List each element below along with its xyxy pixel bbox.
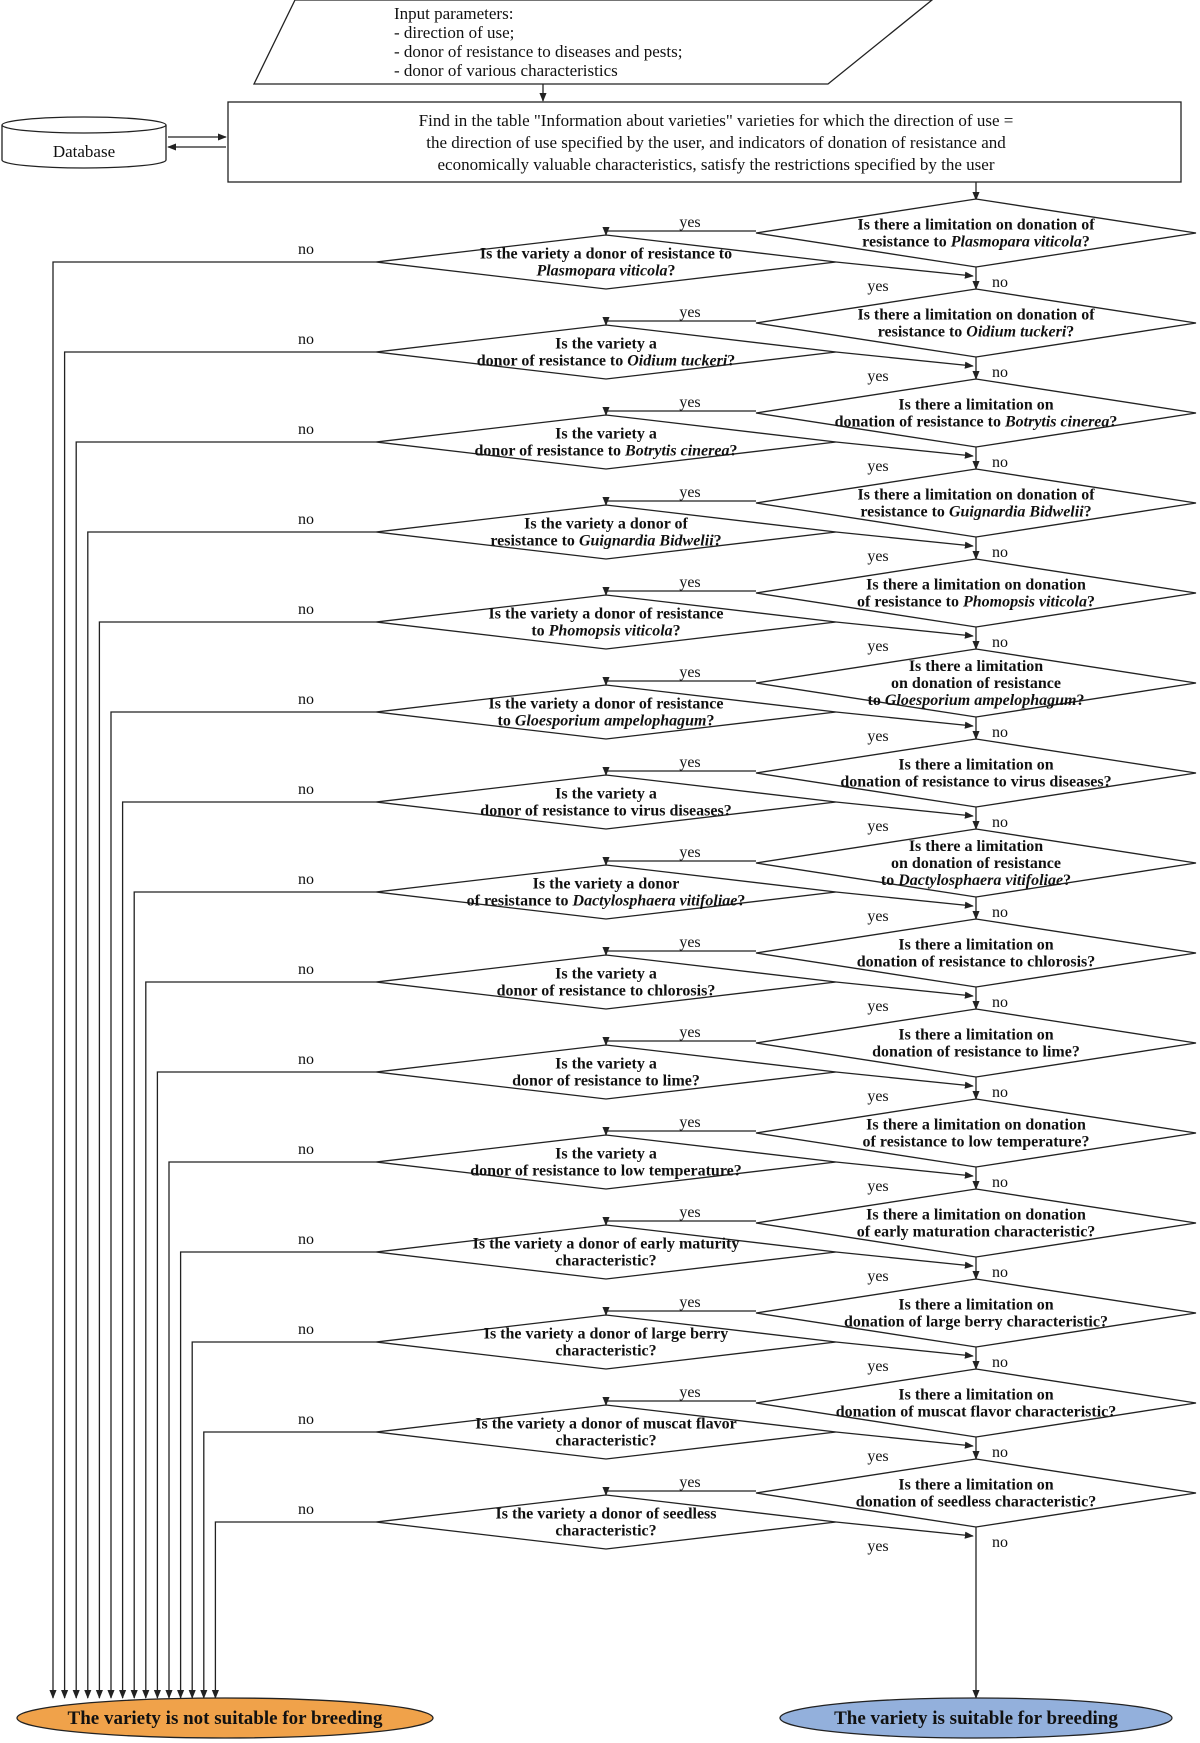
donor-decision <box>376 1135 836 1189</box>
no-label: no <box>298 1231 314 1248</box>
yes-connector <box>606 1491 756 1495</box>
no-label: no <box>298 1411 314 1428</box>
find-line-1: Find in the table "Information about varieties" varieties for which the direction of use = <box>418 111 1014 130</box>
question-text: Is there a limitation on <box>898 396 1054 414</box>
limit-decision <box>756 1459 1196 1527</box>
question-text: Plasmopara viticola? <box>536 262 676 280</box>
no-label: no <box>992 274 1008 291</box>
yes-label: yes <box>679 574 701 591</box>
limit-decision <box>756 1279 1196 1347</box>
question-text: Is there a limitation on <box>898 1026 1054 1044</box>
donor-decision <box>376 505 836 559</box>
yes-label: yes <box>679 1294 701 1311</box>
donor-yes-connector <box>836 262 973 276</box>
donor-yes-connector <box>836 892 973 906</box>
donor-yes-connector <box>836 1522 973 1536</box>
question-text: Is the variety a <box>555 785 657 803</box>
question-text: donor of resistance to Oidium tuckeri? <box>476 352 736 370</box>
question-text: Is the variety a <box>555 335 657 353</box>
donor-decision <box>376 1315 836 1369</box>
question-text: to Dactylosphaera vitifoliae? <box>880 872 1072 889</box>
yes-label: yes <box>679 664 701 681</box>
donor-yes-connector <box>836 1162 973 1176</box>
donor-yes-connector <box>836 532 973 546</box>
input-parameters <box>254 0 932 84</box>
donor-decision <box>376 325 836 379</box>
donor-yes-connector <box>836 982 973 996</box>
donor-decision <box>376 775 836 829</box>
yes-label: yes <box>867 998 889 1015</box>
decision-checks <box>53 199 1196 1698</box>
limit-decision <box>756 1009 1196 1077</box>
no-label: no <box>992 364 1008 381</box>
yes-label: yes <box>867 368 889 385</box>
yes-label: yes <box>867 908 889 925</box>
donor-yes-connector <box>836 1072 973 1086</box>
input-line-4: - donor of various characteristics <box>394 61 618 80</box>
question-text: Is there a limitation on <box>898 756 1054 774</box>
no-trunk <box>134 892 376 1698</box>
donor-decision <box>376 1045 836 1099</box>
no-label: no <box>992 454 1008 471</box>
donor-decision <box>376 955 836 1009</box>
question-text: on donation of resistance <box>891 675 1061 692</box>
question-text: to Phomopsis viticola? <box>531 622 681 640</box>
limit-decision <box>756 559 1196 627</box>
question-text: Is there a limitation <box>908 838 1044 855</box>
yes-connector <box>606 1401 756 1405</box>
question-text: donor of resistance to lime? <box>512 1072 700 1090</box>
yes-connector <box>606 231 756 235</box>
question-text: Is the variety a donor <box>532 875 680 893</box>
no-trunk <box>76 442 376 1698</box>
question-text: donation of resistance to lime? <box>872 1043 1080 1061</box>
limit-decision <box>756 829 1196 897</box>
question-text: Is the variety a donor of muscat flavor <box>475 1415 737 1433</box>
no-label: no <box>992 634 1008 651</box>
donor-decision <box>376 235 836 289</box>
question-text: Is the variety a <box>555 1145 657 1163</box>
donor-decision <box>376 415 836 469</box>
question-text: Is there a limitation on donation <box>866 576 1086 594</box>
no-trunk <box>111 712 376 1698</box>
not-suitable-label: The variety is not suitable for breeding <box>67 1708 383 1729</box>
yes-label: yes <box>679 214 701 231</box>
question-text: of resistance to Dactylosphaera vitifoliae? <box>466 892 746 910</box>
yes-label: yes <box>867 638 889 655</box>
question-text: characteristic? <box>555 1342 657 1360</box>
no-label: no <box>298 331 314 348</box>
question-text: Is the variety a donor of large berry <box>483 1325 729 1343</box>
no-trunk <box>181 1252 376 1698</box>
input-line-2: - direction of use; <box>394 23 515 42</box>
limit-decision <box>756 649 1196 717</box>
question-text: donation of resistance to Botrytis cinerea? <box>834 413 1118 431</box>
limit-decision <box>756 919 1196 987</box>
limit-decision <box>756 469 1196 537</box>
question-text: Is the variety a donor of early maturity <box>472 1235 740 1253</box>
input-line-1: Input parameters: <box>394 4 514 23</box>
no-label: no <box>992 1444 1008 1461</box>
question-text: resistance to Guignardia Bidwelii? <box>490 532 722 550</box>
find-line-3: economically valuable characteristics, satisfy the restrictions specified by the user <box>437 155 995 174</box>
question-text: Is there a limitation on <box>898 936 1054 954</box>
question-text: Is there a limitation on donation of <box>857 216 1095 234</box>
suitable-label: The variety is suitable for breeding <box>834 1708 1118 1729</box>
yes-label: yes <box>867 728 889 745</box>
donor-decision <box>376 685 836 739</box>
question-text: Is there a limitation on donation <box>866 1116 1086 1134</box>
no-trunk <box>215 1522 376 1698</box>
yes-connector <box>606 1131 756 1135</box>
no-trunk <box>204 1432 376 1698</box>
yes-connector <box>606 861 756 865</box>
no-label: no <box>298 691 314 708</box>
yes-label: yes <box>679 1384 701 1401</box>
no-label: no <box>298 781 314 798</box>
yes-label: yes <box>867 818 889 835</box>
donor-yes-connector <box>836 712 973 726</box>
terminal-suitable <box>780 1698 1172 1738</box>
database <box>2 117 166 168</box>
no-trunk <box>157 1072 376 1698</box>
donor-decision <box>376 1405 836 1459</box>
yes-label: yes <box>867 1088 889 1105</box>
donor-decision <box>376 595 836 649</box>
database-label: Database <box>52 142 116 161</box>
no-trunk <box>123 802 376 1698</box>
no-label: no <box>992 904 1008 921</box>
question-text: Is there a limitation on <box>898 1476 1054 1494</box>
yes-connector <box>606 681 756 685</box>
yes-label: yes <box>679 304 701 321</box>
no-label: no <box>298 871 314 888</box>
limit-decision <box>756 1369 1196 1437</box>
no-label: no <box>298 241 314 258</box>
question-text: Is the variety a donor of resistance to <box>479 245 733 263</box>
question-text: resistance to Guignardia Bidwelii? <box>860 503 1092 521</box>
question-text: donation of muscat flavor characteristic? <box>835 1403 1117 1421</box>
no-label: no <box>992 544 1008 561</box>
limit-decision <box>756 1099 1196 1167</box>
no-label: no <box>298 1321 314 1338</box>
question-text: donation of resistance to chlorosis? <box>856 953 1096 971</box>
yes-label: yes <box>867 1268 889 1285</box>
yes-label: yes <box>679 394 701 411</box>
question-text: Is the variety a <box>555 965 657 983</box>
donor-yes-connector <box>836 622 973 636</box>
question-text: of early maturation characteristic? <box>856 1223 1096 1241</box>
no-trunk <box>169 1162 376 1698</box>
yes-connector <box>606 411 756 415</box>
question-text: of resistance to low temperature? <box>862 1133 1090 1151</box>
limit-decision <box>756 289 1196 357</box>
question-text: Is there a limitation on donation of <box>857 486 1095 504</box>
no-label: no <box>992 1354 1008 1371</box>
question-text: donation of seedless characteristic? <box>855 1493 1097 1511</box>
donor-decision <box>376 1495 836 1549</box>
yes-label: yes <box>679 1024 701 1041</box>
limit-decision <box>756 379 1196 447</box>
no-label: no <box>992 724 1008 741</box>
no-label: no <box>992 1174 1008 1191</box>
yes-label: yes <box>679 844 701 861</box>
question-text: resistance to Oidium tuckeri? <box>877 323 1075 341</box>
question-text: to Gloesporium ampelophagum? <box>867 692 1085 709</box>
find-process <box>228 102 1181 182</box>
find-line-2: the direction of use specified by the user, and indicators of donation of resistance and <box>426 133 1006 152</box>
question-text: donor of resistance to low temperature? <box>470 1162 742 1180</box>
yes-connector <box>606 1221 756 1225</box>
donor-yes-connector <box>836 442 973 456</box>
no-label: no <box>992 1084 1008 1101</box>
yes-connector <box>606 1311 756 1315</box>
no-label: no <box>298 601 314 618</box>
yes-connector <box>606 501 756 505</box>
yes-label: yes <box>679 1474 701 1491</box>
no-trunk <box>192 1342 376 1698</box>
question-text: Is there a limitation on <box>898 1296 1054 1314</box>
yes-label: yes <box>867 1178 889 1195</box>
no-label: no <box>992 814 1008 831</box>
donor-yes-connector <box>836 1252 973 1266</box>
no-label: no <box>298 421 314 438</box>
terminal-not-suitable <box>17 1698 433 1738</box>
question-text: donor of resistance to chlorosis? <box>496 982 716 1000</box>
no-label: no <box>298 511 314 528</box>
donor-yes-connector <box>836 802 973 816</box>
question-text: characteristic? <box>555 1252 657 1270</box>
question-text: donation of large berry characteristic? <box>844 1313 1108 1331</box>
limit-decision <box>756 199 1196 267</box>
yes-label: yes <box>867 458 889 475</box>
yes-connector <box>606 951 756 955</box>
yes-label: yes <box>867 278 889 295</box>
donor-yes-connector <box>836 352 973 366</box>
donor-yes-connector <box>836 1342 973 1356</box>
yes-connector <box>606 771 756 775</box>
question-text: Is there a limitation on donation <box>866 1206 1086 1224</box>
no-trunk <box>53 262 376 1698</box>
question-text: donor of resistance to Botrytis cinerea? <box>474 442 738 460</box>
question-text: Is the variety a donor of resistance <box>488 695 724 713</box>
no-label: no <box>992 1264 1008 1281</box>
yes-label: yes <box>679 934 701 951</box>
yes-label: yes <box>679 1204 701 1221</box>
limit-decision <box>756 1189 1196 1257</box>
no-label: no <box>298 1141 314 1158</box>
yes-connector <box>606 1041 756 1045</box>
no-label: no <box>298 1501 314 1518</box>
yes-connector <box>606 591 756 595</box>
donor-decision <box>376 1225 836 1279</box>
question-text: to Gloesporium ampelophagum? <box>497 712 715 730</box>
question-text: Is the variety a donor of seedless <box>495 1505 717 1523</box>
question-text: Is the variety a <box>555 425 657 443</box>
question-text: Is there a limitation on <box>898 1386 1054 1404</box>
no-trunk <box>88 532 376 1698</box>
yes-label: yes <box>679 1114 701 1131</box>
question-text: donor of resistance to virus diseases? <box>480 802 732 820</box>
question-text: Is there a limitation on donation of <box>857 306 1095 324</box>
input-line-3: - donor of resistance to diseases and pests; <box>394 42 683 61</box>
donor-decision <box>376 865 836 919</box>
question-text: Is there a limitation <box>908 658 1044 675</box>
donor-yes-connector <box>836 1432 973 1446</box>
yes-label: yes <box>867 1358 889 1375</box>
yes-label: yes <box>867 1538 889 1555</box>
yes-label: yes <box>867 548 889 565</box>
yes-label: yes <box>679 754 701 771</box>
question-text: of resistance to Phomopsis viticola? <box>857 593 1095 611</box>
yes-label: yes <box>867 1448 889 1465</box>
no-label: no <box>298 961 314 978</box>
question-text: Is the variety a donor of resistance <box>488 605 724 623</box>
question-text: characteristic? <box>555 1432 657 1450</box>
yes-connector <box>606 321 756 325</box>
question-text: on donation of resistance <box>891 855 1061 872</box>
question-text: Is the variety a donor of <box>524 515 688 533</box>
no-label: no <box>992 1534 1008 1551</box>
limit-decision <box>756 739 1196 807</box>
question-text: donation of resistance to virus diseases? <box>840 773 1112 791</box>
no-label: no <box>992 994 1008 1011</box>
no-label: no <box>298 1051 314 1068</box>
question-text: Is the variety a <box>555 1055 657 1073</box>
question-text: resistance to Plasmopara viticola? <box>862 233 1090 251</box>
yes-label: yes <box>679 484 701 501</box>
no-trunk <box>99 622 376 1698</box>
question-text: characteristic? <box>555 1522 657 1540</box>
